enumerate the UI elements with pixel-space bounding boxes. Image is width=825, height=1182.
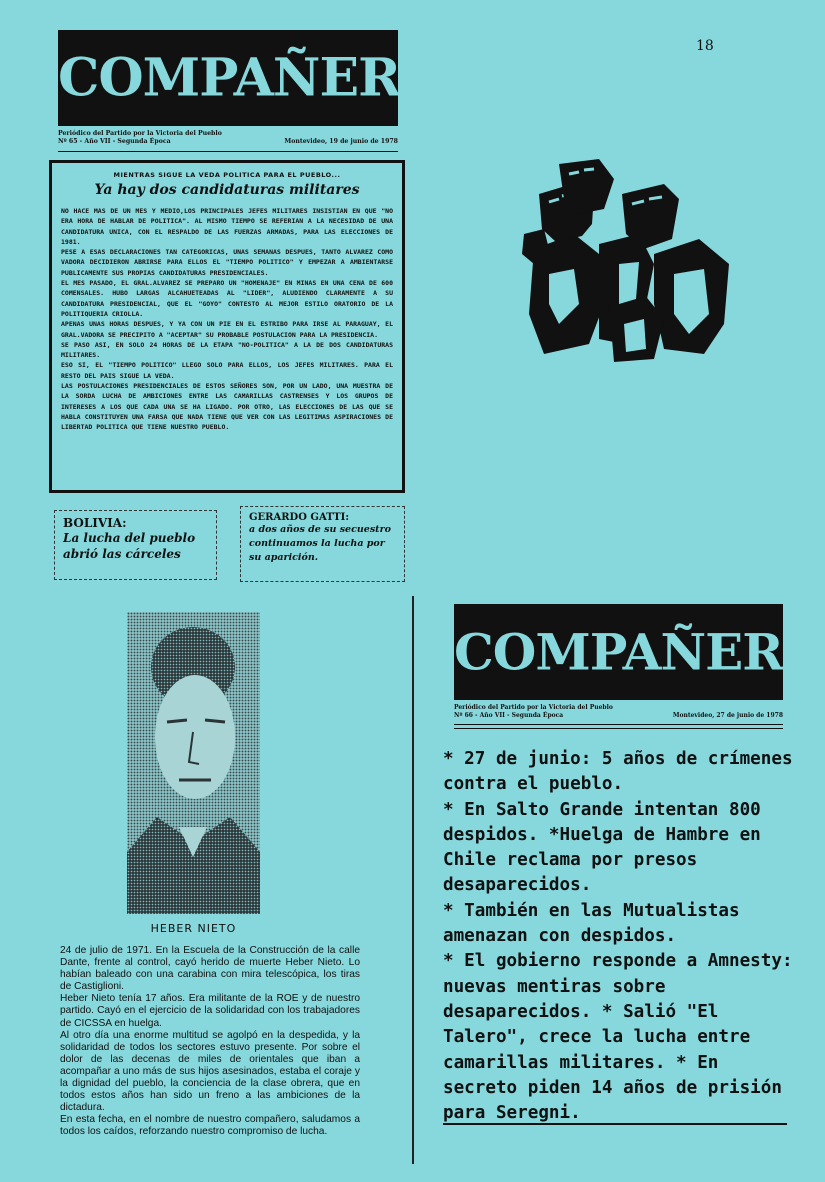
article-paragraph: SE PASO ASI, EN SOLO 24 HORAS DE LA ETAPA "NO-POLITICA" A LA DE DOS CANDIDATURAS MILITARES. [61, 340, 393, 360]
gatti-line: a dos años de su secuestro [249, 524, 391, 535]
headline-item: * En Salto Grande intentan 800 despidos. *Huelga de Hambre en Chile reclama por presos desaparecidos. [443, 799, 761, 896]
article-paragraph: PESE A ESAS DECLARACIONES TAN CATEGORICAS, UNAS SEMANAS DESPUES, TANTO ALVAREZ COMO VADORA DECIDIERON ABRIRSE PARA ELLOS EL "TIEMPO POLITICO" Y EMPEZAR A AMBIENTARSE PUBLICAMENTE SUS PROPIAS CANDIDATURAS PRESIDENCIALES. [61, 248, 393, 277]
headline-item: * También en las Mutualistas amenazan con despidos. [443, 900, 740, 947]
masthead-logo-bottom [454, 604, 825, 700]
gatti-headline-box [240, 506, 405, 582]
masthead-rule-bottom-2 [454, 728, 783, 729]
headline-item: * El gobierno responde a Amnesty: nuevas mentiras sobre desaparecidos. * Salió "El Talero", crece la lucha entre camarillas militares. * En secreto piden 14 años de prisión para Seregni. [443, 951, 793, 1124]
bolivia-title: BOLIVIA: [63, 516, 127, 530]
bolivia-headline-box [54, 510, 217, 580]
bolivia-line: abrió las cárceles [63, 547, 181, 561]
tribute-text [60, 945, 360, 1139]
column-divider [412, 596, 414, 1164]
gatti-line: su aparición. [249, 552, 319, 563]
page-number: 18 [696, 38, 714, 54]
masthead-issue: Nº 66 - Año VII - Segunda Época [454, 711, 564, 719]
portrait-image [127, 612, 260, 914]
masthead-rule-top [58, 151, 398, 152]
article-kicker: MIENTRAS SIGUE LA VEDA POLITICA PARA EL PUEBLO... [113, 171, 341, 179]
masthead-subtitle-bottom [454, 704, 783, 719]
article-headline: Ya hay dos candidaturas militares [94, 182, 360, 198]
headlines-list [443, 747, 795, 1126]
masthead-date: Montevideo, 27 de junio de 1978 [672, 711, 783, 719]
article-paragraph: NO HACE MAS DE UN MES Y MEDIO,LOS PRINCIPALES JEFES MILITARES INSISTIAN EN QUE "NO ERA HORA DE HABLAR DE POLITICA". AL MISMO TIEMPO SE REFERIAN A LA NECESIDAD DE UNA CANDIDATURA UNICA, CON EL RESPALDO DE LAS FUERZAS ARMADAS, PARA LAS ELECCIONES DE 1981. [61, 207, 393, 246]
raised-fists-illustration [504, 154, 754, 366]
headlines-bottom-rule [443, 1123, 787, 1125]
masthead-rule-bottom [454, 724, 783, 725]
masthead-logo-top [58, 30, 445, 126]
logo-text: COMPAÑERO [454, 622, 825, 682]
tribute-paragraph: Heber Nieto tenía 17 años. Era militante de la ROE y de nuestro partido. Cayó en el ejercicio de la solidaridad con los trabajadores de CICSSA en huelga. [60, 993, 360, 1029]
headline-item: * 27 de junio: 5 años de crímenes contra el pueblo. [443, 749, 793, 795]
heber-nieto-portrait [127, 612, 260, 914]
article-paragraph: ESO SI, EL "TIEMPO POLITICO" LLEGO SOLO PARA ELLOS, LOS JEFES MILITARES. PARA EL RESTO DEL PAIS SIGUE LA VEDA. [61, 361, 393, 380]
tribute-paragraph: Al otro día una enorme multitud se agolpó en la despedida, y la solidaridad de todos los sectores estuvo presente. Por sobre el dolor de las decenas de miles de orientales que iban a acompañar a uno más de sus hijos asesinados, estaba el coraje y la dignidad del pueblo, la conciencia de la clase obrera, que en todos estos años han sido un freno a las ambiciones de la dictadura. [60, 1029, 360, 1114]
masthead-date: Montevideo, 19 de junio de 1978 [284, 137, 398, 145]
tribute-paragraph: En esta fecha, en el nombre de nuestro compañero, saludamos a todos los caídos, reforzando nuestro compromiso de lucha. [60, 1114, 360, 1138]
portrait-caption: HEBER NIETO [150, 922, 237, 935]
article-box [49, 160, 405, 493]
masthead-party: Periódico del Partido por la Victoria del Pueblo [58, 130, 222, 137]
masthead-subtitle-top [58, 130, 398, 146]
article-paragraph: APENAS UNAS HORAS DESPUES, Y YA CON UN PIE EN EL ESTRIBO PARA IRSE AL PARAGUAY, EL GRAL.VADORA SE PRECIPITO A "ACEPTAR" SU PROBABLE POSTULACION PARA LA PRESIDENCIA. [61, 320, 393, 339]
article-paragraph: EL MES PASADO, EL GRAL.ALVAREZ SE PREPARO UN "HOMENAJE" EN MINAS EN UNA CENA DE 600 COMENSALES. HUBO LARGAS ALCAHUETEADAS AL "LIDER", ALUDIENDO CLARAMENTE A SU CANDIDATURA PRESIDENCIAL, QUE EL "GOYO" CONTESTO AL MEJOR ESTILO ORATORIO DE LA POLITIQUERIA CRIOLLA. [61, 279, 393, 318]
gatti-line: continuamos la lucha por [249, 538, 385, 549]
gatti-title: GERARDO GATTI: [249, 512, 350, 523]
article-body [52, 206, 402, 433]
article-paragraph: LAS POSTULACIONES PRESIDENCIALES DE ESTOS SEÑORES SON, POR UN LADO, UNA MUESTRA DE LA SORDA LUCHA DE AMBICIONES ENTRE LAS CAMARILLAS CASTRENSES Y LOS GRUPOS DE INTERESES A LOS QUE CADA UNA SE HA LIGADO. POR OTRO, LAS ELECCIONES DE LAS QUE SE HABLA CONSTITUYEN UNA FARSA QUE NADA TIENE QUE VER CON LAS LEGITIMAS ASPIRACIONES DE LIBERTAD POLITICA QUE TIENE NUESTRO PUEBLO. [61, 382, 393, 432]
masthead-issue: Nº 65 - Año VII - Segunda Época [58, 137, 171, 145]
masthead-party: Periódico del Partido por la Victoria del Pueblo [454, 704, 613, 711]
raised-fists-icon [504, 154, 754, 366]
tribute-paragraph: 24 de julio de 1971. En la Escuela de la Construcción de la calle Dante, frente al control, cayó herido de muerte Heber Nieto. Lo habían baleado con una carabina con mira telescópica, los tiras de Castiglioni. [60, 945, 360, 993]
logo-text: COMPAÑERO [58, 47, 445, 109]
bolivia-line: La lucha del pueblo [63, 531, 196, 545]
